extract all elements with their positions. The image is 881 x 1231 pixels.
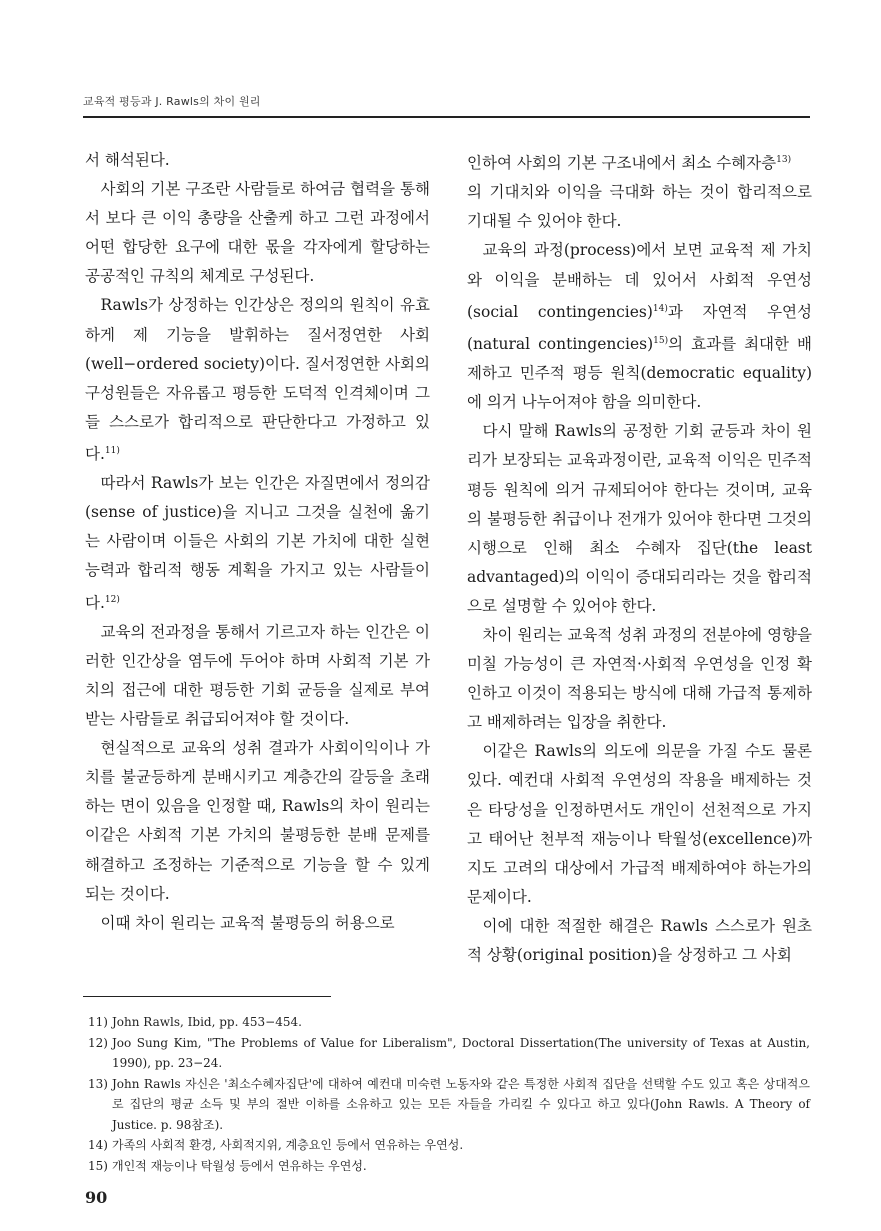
footnotes <box>88 1012 810 1176</box>
footnote-text: John Rawls, Ibid, pp. 453−454. <box>112 1015 302 1029</box>
paragraph <box>467 417 812 621</box>
footnote-ref: 13) <box>776 155 792 165</box>
paragraph-text: 이때 차이 원리는 교육적 불평등의 허용으로 <box>100 913 395 932</box>
paragraph-text: 과 자연적 우연성(natural contingencies) <box>467 302 812 354</box>
paragraph-text: 다시 말해 Rawls의 공정한 기회 균등과 차이 원리가 보장되는 교육과정이란, 교육적 이익은 민주적 평등 원칙에 의거 규제되어야 한다는 것이며, 교육의 불평등한 취급이나 전개가 있어야 한다면 그것의 시행으로 인해 최소 수혜자 집단(the least advantaged)의 이익이 증대되리라는 것을 합리적으로 설명할 수 있어야 한다. <box>467 422 812 615</box>
footnote <box>88 1033 810 1074</box>
footnote-ref: 15) <box>653 335 669 346</box>
right-column <box>467 146 812 970</box>
paragraph <box>85 734 430 909</box>
paragraph <box>467 146 812 178</box>
paragraph <box>467 621 812 737</box>
paragraph <box>85 175 430 291</box>
footnote-text: 가족의 사회적 환경, 사회적지위, 계층요인 등에서 연유하는 우연성. <box>112 1138 464 1152</box>
footnote-text: 개인적 재능이나 탁월성 등에서 연유하는 우연성. <box>112 1158 367 1173</box>
footnote-ref: 12) <box>104 594 120 605</box>
paragraph-text: 교육의 과정(process)에서 보면 교육적 제 가치와 이익을 분배하는 데 있어서 사회적 우연성(social contingencies) <box>467 241 812 321</box>
paragraph <box>85 618 430 734</box>
footnote <box>88 1012 810 1033</box>
footnote-number: 15) <box>88 1158 108 1173</box>
paragraph-text: 의 효과를 최대한 배제하고 민주적 평등 원칙(democratic equality)에 의거 나누어져야 함을 의미한다. <box>467 335 812 412</box>
paragraph-text: 현실적으로 교육의 성취 결과가 사회이익이나 가치를 불균등하게 분배시키고 계층간의 갈등을 초래하는 면이 있음을 인정할 때, Rawls의 차이 원리는 이같은 사회적 기본 가치의 불평등한 분배 문제를 해결하고 조정하는 기준적으로 기능을 할 수 있게 되는 것이다. <box>85 739 430 903</box>
header-rule <box>83 116 810 118</box>
paragraph-text: Rawls가 상정하는 인간상은 정의의 원칙이 유효하게 제 기능을 발휘하는 질서정연한 사회(well−ordered society)이다. 질서정연한 사회의 구성원들은 자유롭고 평등한 도덕적 인격체이며 그들 스스로가 합리적으로 판단한다고 가정하고 있다. <box>85 296 430 464</box>
footnote-number: 13) <box>88 1076 108 1091</box>
footnote-number: 14) <box>88 1138 108 1152</box>
footnote <box>88 1074 810 1136</box>
paragraph <box>467 178 812 236</box>
footnote <box>88 1135 810 1156</box>
paragraph-text: 이같은 Rawls의 의도에 의문을 가질 수도 물론 있다. 예컨대 사회적 우연성의 작용을 배제하는 것은 타당성을 인정하면서도 개인이 선천적으로 가지고 태어난 천부적 재능이나 탁월성(excellence)까지도 고려의 대상에서 가급적 배제하여야 하는가의 문제이다. <box>467 742 812 906</box>
paragraph-text: 서 해석된다. <box>85 151 170 169</box>
paragraph-text: 교육의 전과정을 통해서 기르고자 하는 인간은 이러한 인간상을 염두에 두어야 하며 사회적 기본 가치의 접근에 대한 평등한 기회 균등을 실제로 부여받는 사람들로 취급되어져야 할 것이다. <box>85 622 430 729</box>
paragraph-text: 인하여 사회의 기본 구조내에서 최소 수혜자층 <box>467 154 777 173</box>
footnote-ref: 11) <box>104 445 120 456</box>
page-number: 90 <box>85 1188 108 1207</box>
paragraph <box>467 912 812 970</box>
paragraph <box>467 236 812 417</box>
running-header: 교육적 평등과 J. Rawls의 차이 원리 <box>83 95 261 108</box>
paragraph <box>85 291 430 469</box>
footnote-text: Joo Sung Kim, "The Problems of Value for Liberalism", Doctoral Dissertation(The university of Texas at Austin, 1990), pp. 23−24. <box>112 1035 810 1070</box>
paragraph <box>85 909 430 938</box>
paragraph-text: 의 기대치와 이익을 극대화 하는 것이 합리적으로 기대될 수 있어야 한다. <box>467 183 812 231</box>
footnote-text: John Rawls 자신은 '최소수혜자집단'에 대하여 예컨대 미숙련 노동자와 같은 특정한 사회적 집단을 선택할 수도 있고 혹은 상대적으로 집단의 평균 소득 및 부의 절반 이하를 소유하고 있는 모든 자들을 가리킬 수 있다고 하고 있다(John Rawls. A Theory of Justice. p. 98참조). <box>112 1076 810 1132</box>
footnote-number: 12) <box>88 1035 108 1050</box>
paragraph-text: 사회의 기본 구조란 사람들로 하여금 협력을 통해서 보다 큰 이익 총량을 산출케 하고 그런 과정에서 어떤 합당한 요구에 대한 몫을 각자에게 할당하는 공공적인 규칙의 체계로 구성된다. <box>85 180 430 286</box>
left-column <box>85 146 430 938</box>
paragraph-text: 따라서 Rawls가 보는 인간은 자질면에서 정의감(sense of justice)을 지니고 그것을 실천에 옮기는 사람이며 이들은 사회의 기본 가치에 대한 실현 능력과 합리적 행동 계획을 가지고 있는 사람들이다. <box>85 474 430 612</box>
paragraph <box>85 469 430 618</box>
paragraph-text: 차이 원리는 교육적 성취 과정의 전분야에 영향을 미칠 가능성이 큰 자연적·사회적 우연성을 인정 확인하고 이것이 적용되는 방식에 대해 가급적 통제하고 배제하려는 입장을 취한다. <box>467 625 812 732</box>
paragraph-text: 이에 대한 적절한 해결은 Rawls 스스로가 원초적 상황(original position)을 상정하고 그 사회 <box>467 916 812 964</box>
footnote <box>88 1156 810 1177</box>
footnote-ref: 14) <box>652 303 668 314</box>
paragraph <box>85 146 430 175</box>
footnote-number: 11) <box>88 1015 108 1029</box>
footnote-rule <box>83 996 331 997</box>
paragraph <box>467 737 812 912</box>
